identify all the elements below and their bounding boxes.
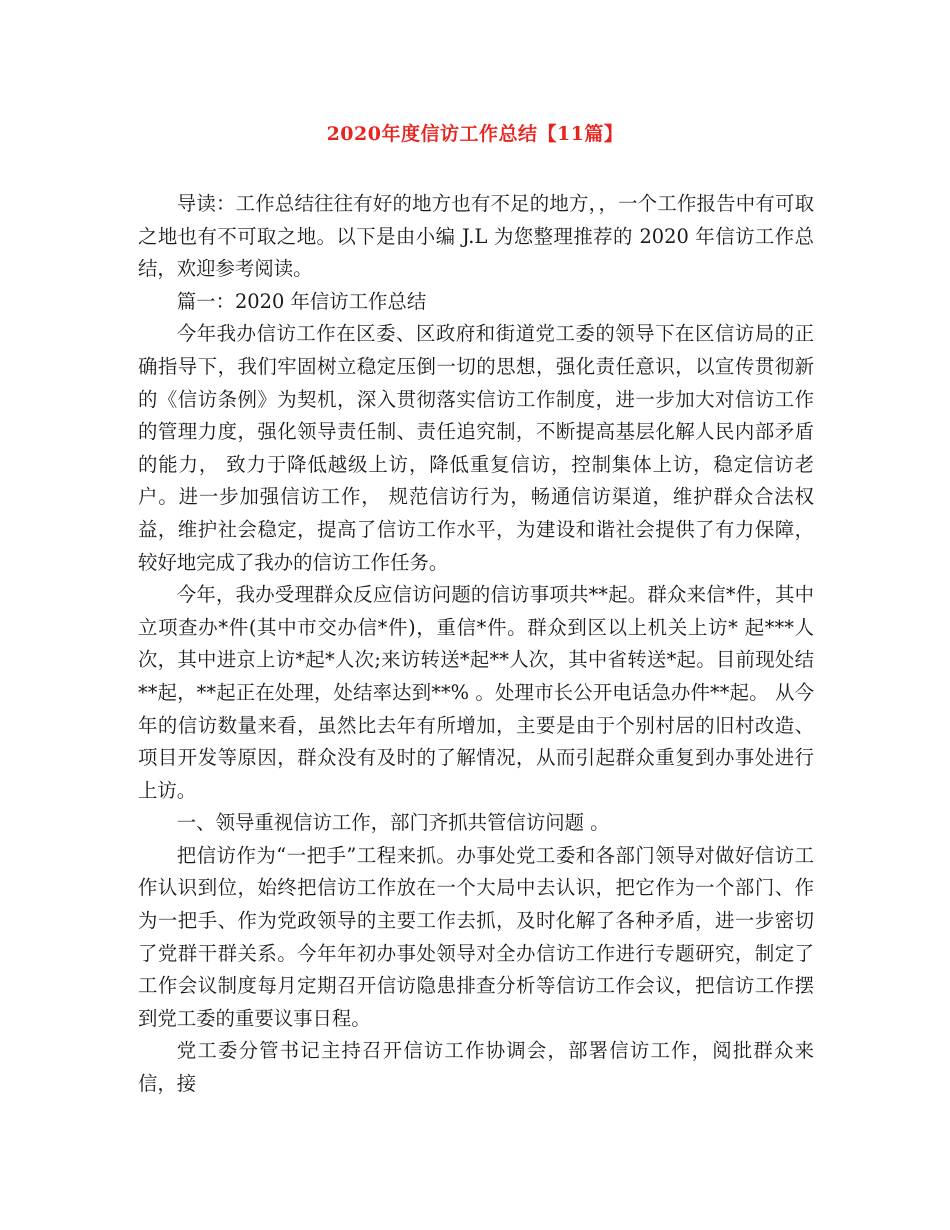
paragraph: 党工委分管书记主持召开信访工作协调会，部署信访工作，阅批群众来信，接 [138, 1039, 814, 1096]
paragraph-intro: 导读：工作总结往往有好的地方也有不足的地方，，一个工作报告中有可取之地也有不可取之地。以下是由小编 J.L 为您整理推荐的 2020 年信访工作总结，欢迎参考阅读。 [138, 192, 814, 281]
document-title: 2020年度信访工作总结【11篇】 [326, 123, 624, 145]
document-body [138, 188, 814, 1101]
paragraph-section-heading: 篇一：2020 年信访工作总结 [176, 289, 427, 313]
paragraph-subheading: 一、领导重视信访工作，部门齐抓共管信访问题 。 [176, 811, 610, 835]
paragraph: 把信访作为“一把手”工程来抓。办事处党工委和各部门领导对做好信访工作认识到位，始终把信访工作放在一个大局中去认识，把它作为一个部门、作为一把手、作为党政领导的主要工作去抓，及时化解了各种矛盾，进一步密切了党群干群关系。今年年初办事处领导对全办信访工作进行专题研究，制定了工作会议制度每月定期召开信访隐患排查分析等信访工作会议，把信访工作摆到党工委的重要议事日程。 [138, 843, 814, 1030]
paragraph: 今年我办信访工作在区委、区政府和街道党工委的领导下在区信访局的正确指导下，我们牢固树立稳定压倒一切的思想，强化责任意识，以宣传贯彻新的《信访条例》为契机，深入贯彻落实信访工作制度，进一步加大对信访工作的管理力度，强化领导责任制、责任追究制，不断提高基层化解人民内部矛盾的能力， 致力于降低越级上访，降低重复信访，控制集体上访，稳定信访老户。进一步加强信访工作， 规范信访行为，畅通信访渠道，维护群众合法权益，维护社会稳定，提高了信访工作水平，为建设和谐社会提供了有力保障，较好地完成了我办的信访工作任务。 [138, 322, 814, 574]
paragraph: 今年，我办受理群众反应信访问题的信访事项共**起。群众来信*件，其中立项查办*件(其中市交办信*件)，重信*件。群众到区以上机关上访* 起***人次，其中进京上访*起*人次;来访转送*起**人次，其中省转送*起。目前现处结**起，**起正在处理，处结率达到**% 。处理市长公开电话急办件**起。 从今年的信访数量来看，虽然比去年有所增加，主要是由于个别村居的旧村改造、项目开发等原因，群众没有及时的了解情况，从而引起群众重复到办事处进行上访。 [138, 583, 814, 802]
